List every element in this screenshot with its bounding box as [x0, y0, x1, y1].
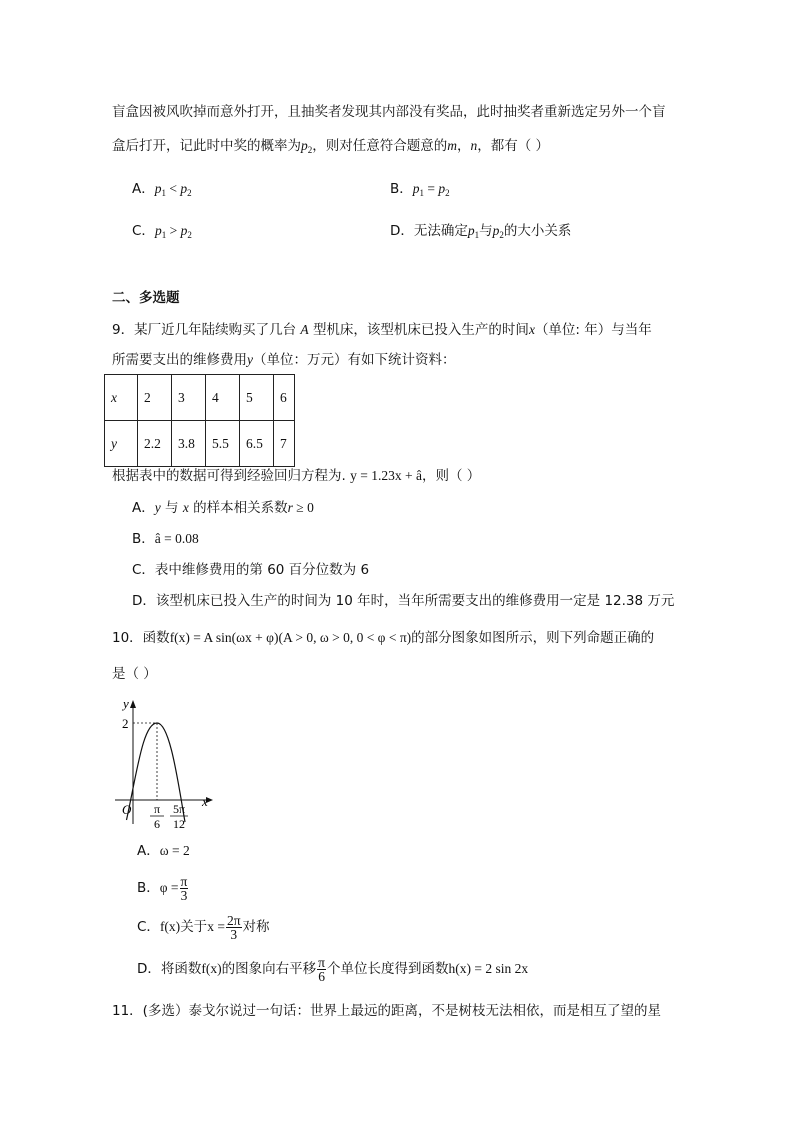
section-title: 二、多选题 [112, 290, 180, 306]
table-cell: 3.8 [172, 421, 206, 467]
q9-text-line1: 9．某厂近几年陆续购买了几台 A 型机床，该型机床已投入生产的时间x（单位: 年）与当年 [112, 322, 652, 338]
q10-option-b[interactable]: B．φ = $\frac{\pi}{3}$ [137, 873, 188, 903]
table-row-y [105, 421, 295, 467]
table-row-x [105, 375, 295, 421]
q10-text-line1: 10．函数f(x) = A sin(ωx + φ)(A > 0, ω > 0, 0 < φ < π)的部分图象如图所示，则下列命题正确的 [112, 630, 655, 646]
q8-text-line1: 盲盒因被风吹掉而意外打开，且抽奖者发现其内部没有奖品，此时抽奖者重新选定另外一个盲 [112, 104, 666, 120]
table-cell: 6 [274, 375, 295, 421]
q10-text-line2: 是（ ） [112, 666, 157, 682]
tick-pi-6-num: π [153, 802, 161, 816]
function-definition: f(x) = A sin(ωx + φ)(A > 0, ω > 0, 0 < φ < π) [169, 630, 412, 645]
q10-option-c[interactable]: C．f(x)关于x = $\frac{2\pi}{3}$ 对称 [137, 912, 270, 942]
q10-option-d[interactable]: D．将函数f(x)的图象向右平移 $\frac{\pi}{6}$ 个单位长度得到函数h(x) = 2 sin 2x [137, 954, 529, 984]
y-axis-label: y [123, 696, 129, 711]
q8-option-b[interactable]: B．$p_1 = p_2$ [390, 181, 450, 198]
table-cell: 2 [138, 375, 172, 421]
table-cell: x [105, 375, 138, 421]
statistics-table [104, 374, 295, 467]
tick-5pi-12-den: 12 [173, 817, 185, 830]
y-axis-arrow-icon [130, 700, 136, 708]
y-max-label: 2 [122, 716, 129, 731]
q9-text-line2: 所需要支出的维修费用y（单位：万元）有如下统计资料： [112, 352, 456, 368]
q9-option-d[interactable]: D．该型机床已投入生产的时间为 10 年时，当年所需要支出的维修费用一定是 12.38 万元 [132, 593, 675, 609]
q9-option-c[interactable]: C．表中维修费用的第 60 百分位数为 6 [132, 562, 370, 578]
table-cell: 3 [172, 375, 206, 421]
q9-text-line3: 根据表中的数据可得到经验回归方程为. y = 1.23x + â，则（ ） [112, 468, 481, 484]
q11-text-line1: 11．(多选）泰戈尔说过一句话：世界上最远的距离，不是树枝无法相依，而是相互了望的星 [112, 1003, 661, 1019]
q9-option-a[interactable]: A．y 与 x 的样本相关系数r ≥ 0 [132, 500, 314, 516]
table-cell: 5.5 [206, 421, 240, 467]
table-cell: 7 [274, 421, 295, 467]
x-axis-label: x [202, 794, 208, 809]
table-cell: 5 [240, 375, 274, 421]
origin-label: O [122, 802, 132, 817]
sine-graph [110, 692, 220, 830]
q10-option-a[interactable]: A．ω = 2 [137, 843, 190, 859]
table-cell: y [105, 421, 138, 467]
q8-text-line2: 盒后打开，记此时中奖的概率为$p_2$，则对任意符合题意的m，n，都有（ ） [112, 138, 550, 155]
q9-option-b[interactable]: B．â = 0.08 [132, 531, 199, 547]
table-cell: 4 [206, 375, 240, 421]
q8-option-d[interactable]: D．无法确定$p_1$与$p_2$的大小关系 [390, 223, 572, 240]
table-cell: 6.5 [240, 421, 274, 467]
q8-option-a[interactable]: A．$p_1 < p_2$ [132, 181, 192, 198]
table-cell: 2.2 [138, 421, 172, 467]
regression-equation: y = 1.23x + â [350, 468, 422, 483]
q8-option-c[interactable]: C．$p_1 > p_2$ [132, 223, 192, 240]
tick-pi-6-den: 6 [154, 817, 160, 830]
tick-5pi-12-num: 5π [172, 802, 186, 816]
